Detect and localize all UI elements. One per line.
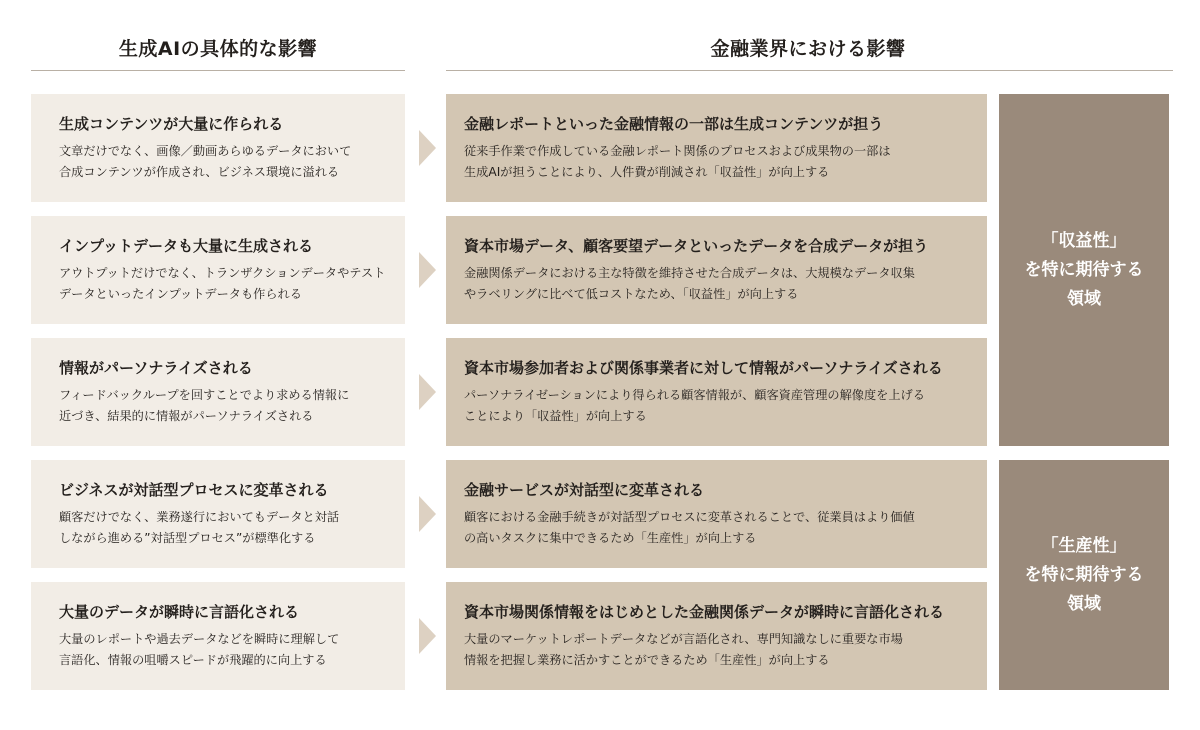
ai-impact-card-4 bbox=[31, 460, 405, 568]
profitability-category-label bbox=[999, 94, 1169, 446]
ai-impact-title: 大量のデータが瞬時に言語化される bbox=[59, 603, 300, 621]
finance-impact-body: 従来手作業で作成している金融レポート関係のプロセスおよび成果物の一部は 生成AIが担うことにより、人件費が削減され「収益性」が向上する bbox=[464, 144, 891, 179]
category-line-3: 領域 bbox=[1067, 593, 1101, 614]
arrow-right-icon bbox=[419, 496, 436, 532]
ai-impact-title: 情報がパーソナライズされる bbox=[59, 359, 253, 377]
finance-impact-title: 資本市場参加者および関係事業者に対して情報がパーソナライズされる bbox=[464, 359, 943, 377]
finance-impact-title: 金融レポートといった金融情報の一部は生成コンテンツが担う bbox=[464, 115, 884, 133]
ai-impact-body: 文章だけでなく、画像／動画あらゆるデータにおいて 合成コンテンツが作成され、ビジネス環境に溢れる bbox=[59, 144, 352, 179]
left-header-divider bbox=[31, 70, 405, 71]
category-line-2: を特に期待する bbox=[1024, 564, 1144, 585]
finance-impact-body: 顧客における金融手続きが対話型プロセスに変革されることで、従業員はより価値 の高いタスクに集中できるため「生産性」が向上する bbox=[464, 510, 915, 545]
ai-impact-card-1 bbox=[31, 94, 405, 202]
ai-impact-card-5 bbox=[31, 582, 405, 690]
ai-impact-title: インプットデータも大量に生成される bbox=[59, 237, 313, 255]
finance-impact-title: 資本市場データ、顧客要望データといったデータを合成データが担う bbox=[464, 237, 929, 255]
finance-impact-body: 金融関係データにおける主な特徴を維持させた合成データは、大規模なデータ収集 やラベリングに比べて低コストなため、「収益性」が向上する bbox=[464, 266, 915, 301]
finance-impact-title: 資本市場関係情報をはじめとした金融関係データが瞬時に言語化される bbox=[464, 603, 945, 621]
arrow-right-icon bbox=[419, 374, 436, 410]
arrow-right-icon bbox=[419, 618, 436, 654]
finance-impact-card-3 bbox=[446, 338, 987, 446]
finance-impact-card-2 bbox=[446, 216, 987, 324]
right-column-header: 金融業界における影響 bbox=[710, 38, 906, 60]
category-line-3: 領域 bbox=[1067, 288, 1101, 309]
finance-impact-title: 金融サービスが対話型に変革される bbox=[464, 481, 705, 499]
finance-impact-body: パーソナライゼーションにより得られる顧客情報が、顧客資産管理の解像度を上げる ことにより「収益性」が向上する bbox=[464, 388, 925, 423]
finance-impact-card-1 bbox=[446, 94, 987, 202]
category-line-1: 「収益性」 bbox=[1041, 230, 1127, 251]
ai-impact-title: ビジネスが対話型プロセスに変革される bbox=[59, 481, 329, 499]
finance-impact-body: 大量のマーケットレポートデータなどが言語化され、専門知識なしに重要な市場 情報を把握し業務に活かすことができるため「生産性」が向上する bbox=[464, 632, 903, 667]
right-header-divider bbox=[446, 70, 1173, 71]
arrow-right-icon bbox=[419, 130, 436, 166]
ai-impact-body: 顧客だけでなく、業務遂行においてもデータと対話 しながら進める”対話型プロセス”が標準化する bbox=[59, 510, 340, 545]
arrow-right-icon bbox=[419, 252, 436, 288]
ai-impact-body: アウトプットだけでなく、トランザクションデータやテスト データといったインプットデータも作られる bbox=[59, 266, 386, 301]
category-line-1: 「生産性」 bbox=[1041, 535, 1127, 556]
ai-impact-body: 大量のレポートや過去データなどを瞬時に理解して 言語化、情報の咀嚼スピードが飛躍的に向上する bbox=[59, 632, 340, 667]
ai-impact-card-2 bbox=[31, 216, 405, 324]
productivity-category-label bbox=[999, 460, 1169, 690]
ai-impact-title: 生成コンテンツが大量に作られる bbox=[59, 115, 284, 133]
left-column-header: 生成AIの具体的な影響 bbox=[118, 38, 318, 60]
finance-impact-card-4 bbox=[446, 460, 987, 568]
ai-impact-card-3 bbox=[31, 338, 405, 446]
category-line-2: を特に期待する bbox=[1024, 259, 1144, 280]
ai-impact-body: フィードバックループを回すことでより求める情報に 近づき、結果的に情報がパーソナライズされる bbox=[59, 388, 350, 423]
finance-impact-card-5 bbox=[446, 582, 987, 690]
